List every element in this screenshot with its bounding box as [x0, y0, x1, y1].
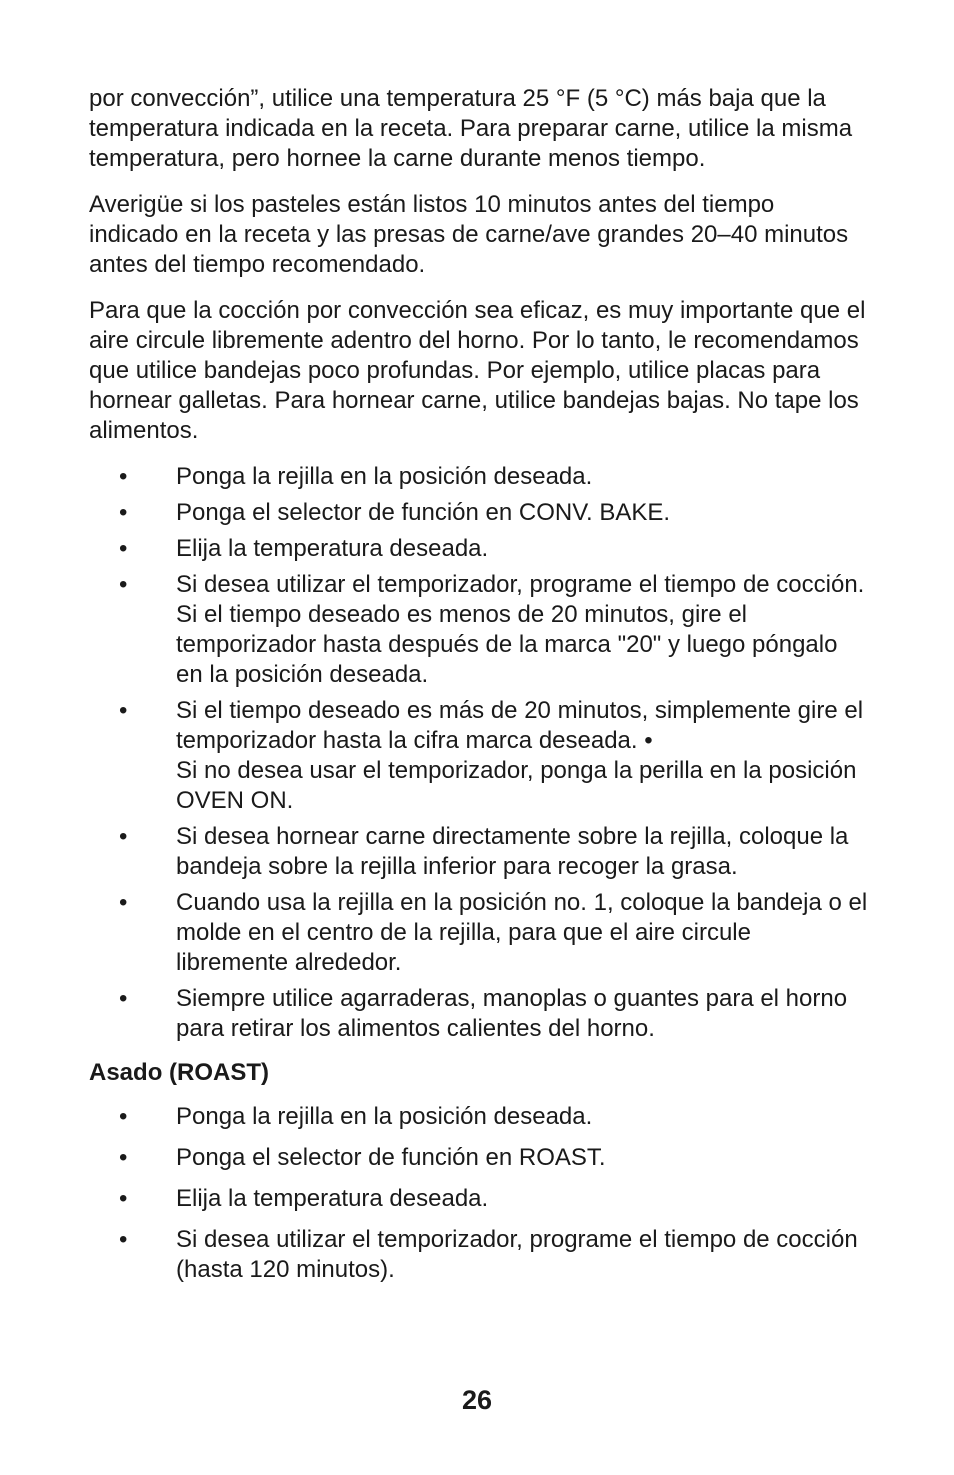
- list-item-text: Ponga la rejilla en la posición deseada.: [176, 1103, 593, 1130]
- list-item: [89, 822, 869, 882]
- bullet-icon: •: [119, 1144, 128, 1171]
- list-item: [89, 534, 869, 564]
- list-item: [89, 498, 869, 528]
- paragraph-convection-temperature: por convección”, utilice una temperatura 25 °F (5 °C) más baja que la temperatura indicada en la receta. Para preparar carne, utilice la misma temperatura, pero hornee la carne durante menos tiempo.: [89, 85, 853, 172]
- roast-section-heading: Asado (ROAST): [89, 1059, 269, 1086]
- list-item-text: Ponga la rejilla en la posición deseada.: [176, 463, 593, 490]
- bullet-icon: •: [119, 1226, 128, 1253]
- bullet-icon: •: [119, 463, 128, 490]
- list-item-text: Si el tiempo deseado es más de 20 minutos, simplemente gire el temporizador hasta la cifra marca deseada. •: [176, 697, 864, 754]
- bullet-icon: •: [119, 499, 128, 526]
- roast-steps: [89, 1102, 869, 1285]
- list-item-continuation: Si no desea usar el temporizador, ponga la perilla en la posición OVEN ON.: [176, 757, 857, 814]
- bullet-icon: •: [119, 889, 128, 916]
- bullet-icon: •: [119, 985, 128, 1012]
- list-item-text: Si desea hornear carne directamente sobre la rejilla, coloque la bandeja sobre la rejilla inferior para recoger la grasa.: [176, 823, 849, 880]
- list-item-text: Si desea utilizar el temporizador, programe el tiempo de cocción (hasta 120 minutos).: [176, 1226, 858, 1283]
- bullet-icon: •: [119, 1103, 128, 1130]
- list-item: [89, 888, 869, 978]
- bullet-icon: •: [119, 823, 128, 850]
- list-item-text: Siempre utilice agarraderas, manoplas o guantes para el horno para retirar los alimentos calientes del horno.: [176, 985, 848, 1042]
- bullet-icon: •: [119, 535, 128, 562]
- list-item-text: Ponga el selector de función en CONV. BAKE.: [176, 499, 671, 526]
- list-item: [89, 570, 869, 690]
- bullet-icon: •: [119, 697, 128, 724]
- manual-page-content: [89, 84, 869, 1296]
- paragraph-air-circulation: Para que la cocción por convección sea eficaz, es muy importante que el aire circule libremente adentro del horno. Por lo tanto, le recomendamos que utilice bandejas poco profundas. Por ejemplo, utilice placas para hornear galletas. Para hornear carne, utilice bandejas bajas. No tape los alimentos.: [89, 297, 866, 444]
- list-item: [89, 1184, 869, 1214]
- bullet-icon: •: [119, 571, 128, 598]
- list-item-text: Elija la temperatura deseada.: [176, 535, 489, 562]
- list-item: [89, 1143, 869, 1173]
- bullet-icon: •: [119, 1185, 128, 1212]
- list-item: [89, 1225, 869, 1285]
- list-item-text: Elija la temperatura deseada.: [176, 1185, 489, 1212]
- list-item: [89, 984, 869, 1044]
- list-item-text: Ponga el selector de función en ROAST.: [176, 1144, 606, 1171]
- list-item-text: Cuando usa la rejilla en la posición no. 1, coloque la bandeja o el molde en el centro de la rejilla, para que el aire circule libremente alrededor.: [176, 889, 868, 976]
- page-number: 26: [461, 1385, 493, 1415]
- list-item-text: Si desea utilizar el temporizador, programe el tiempo de cocción. Si el tiempo deseado es menos de 20 minutos, gire el temporizador hasta después de la marca "20" y luego póngalo en la posición deseada.: [176, 571, 865, 688]
- list-item: [89, 696, 869, 816]
- list-item: [89, 462, 869, 492]
- list-item: [89, 1102, 869, 1132]
- paragraph-check-doneness: Averigüe si los pasteles están listos 10 minutos antes del tiempo indicado en la receta y las presas de carne/ave grandes 20–40 minutos antes del tiempo recomendado.: [89, 191, 849, 278]
- convection-bake-steps: [89, 462, 869, 1044]
